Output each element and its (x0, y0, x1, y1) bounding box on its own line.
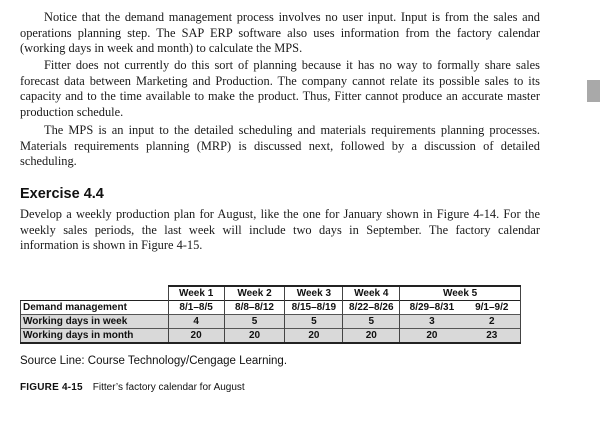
days-in-week-cell: 2 (464, 315, 521, 329)
paragraph-mps-input: The MPS is an input to the detailed scheduling and materials requirements planning processes. Materials requirements planning (MRP) is discussed next, followed by a discussion of detailed scheduling. (20, 123, 540, 169)
week-5-header: Week 5 (400, 286, 521, 301)
days-in-week-cell: 3 (400, 315, 464, 329)
table-header-row (21, 286, 521, 301)
date-range-cell: 8/29–8/31 (400, 301, 464, 315)
days-in-week-cell: 5 (285, 315, 343, 329)
date-range-cell: 8/15–8/19 (285, 301, 343, 315)
week-3-header: Week 3 (285, 286, 343, 301)
paragraph-demand-management: Notice that the demand management process involves no user input. Input is from the sales and operations planning step. The SAP ERP software also uses information from the factory calendar (working days in week and month) to calculate the MPS. (20, 10, 540, 56)
date-range-cell: 9/1–9/2 (464, 301, 521, 315)
days-in-month-cell: 20 (224, 329, 285, 344)
days-in-month-cell: 20 (285, 329, 343, 344)
days-in-week-cell: 5 (224, 315, 285, 329)
row-label-demand: Demand management (21, 301, 169, 315)
days-in-month-cell: 20 (343, 329, 400, 344)
row-label-days-week: Working days in week (21, 315, 169, 329)
date-range-cell: 8/8–8/12 (224, 301, 285, 315)
days-in-month-cell: 20 (400, 329, 464, 344)
exercise-instructions: Develop a weekly production plan for August, like the one for January shown in Figure 4-14. For the weekly sales periods, the last week will include two days in September. The factory calendar information is shown in Figure 4-15. (20, 207, 540, 253)
exercise-heading: Exercise 4.4 (20, 186, 104, 202)
days-in-month-cell: 23 (464, 329, 521, 344)
scrollbar-thumb[interactable] (587, 80, 600, 102)
date-range-cell: 8/1–8/5 (168, 301, 224, 315)
days-in-week-cell: 4 (168, 315, 224, 329)
row-label-days-month: Working days in month (21, 329, 169, 344)
date-range-cell: 8/22–8/26 (343, 301, 400, 315)
figure-label: FIGURE 4-15 (20, 382, 83, 393)
days-in-month-cell: 20 (168, 329, 224, 344)
figure-caption-text: Fitter’s factory calendar for August (92, 382, 245, 393)
week-4-header: Week 4 (343, 286, 400, 301)
header-blank-cell (21, 286, 169, 301)
table-row-days-month (21, 329, 521, 344)
source-line: Source Line: Course Technology/Cengage Learning. (20, 355, 288, 367)
week-1-header: Week 1 (168, 286, 224, 301)
table-row-days-week (21, 315, 521, 329)
table-row-demand (21, 301, 521, 315)
week-2-header: Week 2 (224, 286, 285, 301)
factory-calendar-table (20, 285, 521, 344)
figure-caption (20, 382, 245, 393)
days-in-week-cell: 5 (343, 315, 400, 329)
paragraph-fitter-planning: Fitter does not currently do this sort of planning because it has no way to formally share sales forecast data between Marketing and Production. The company cannot relate its possible sales to its capacity and to the time available to make the product. Thus, Fitter cannot produce an accurate master production schedule. (20, 58, 540, 120)
